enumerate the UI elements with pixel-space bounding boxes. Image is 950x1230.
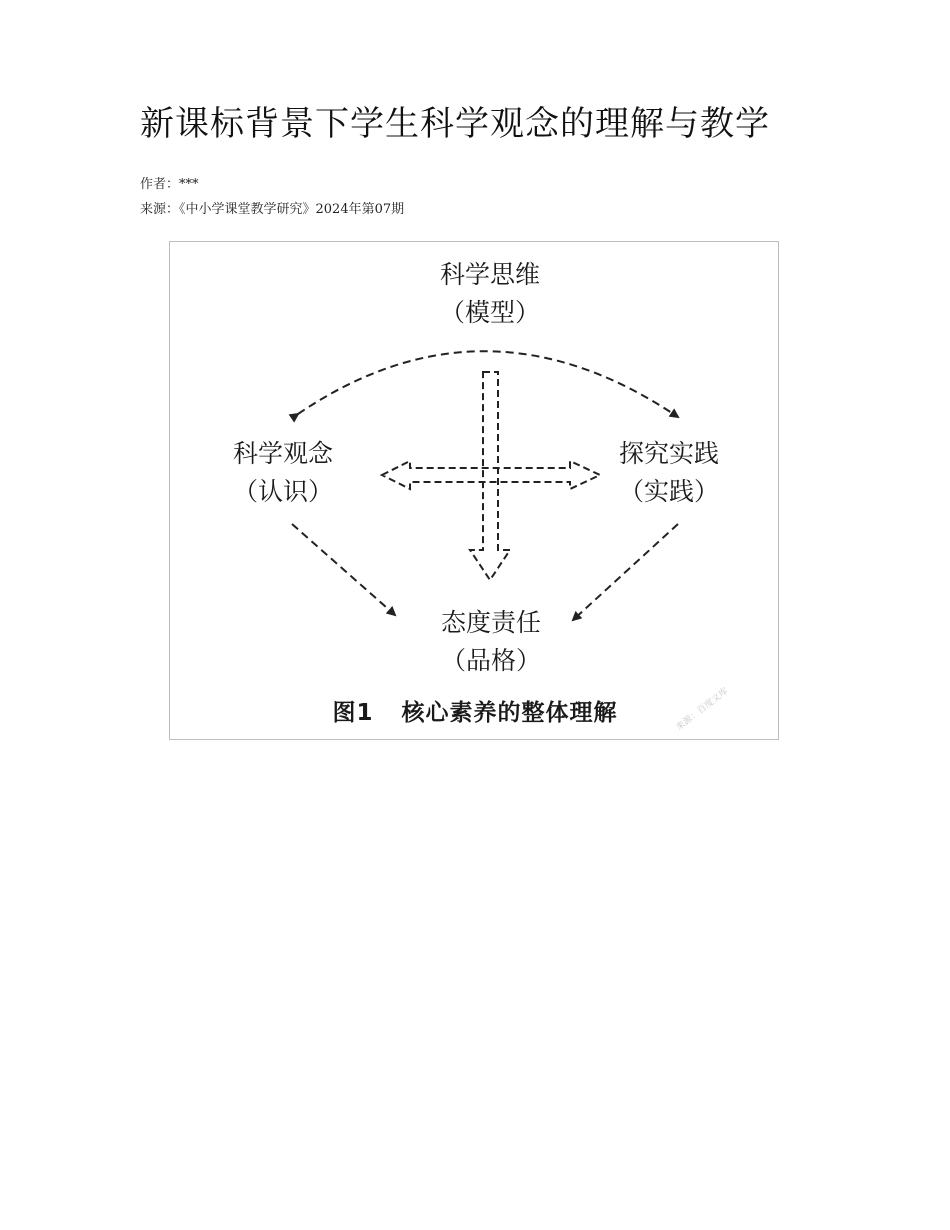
node-attitude-responsibility: 态度责任 （品格） (440, 608, 541, 675)
figure-core-competencies (169, 241, 779, 740)
horizontal-hollow-arrow (382, 461, 600, 489)
node-scientific-concept: 科学观念 （认识） (232, 439, 333, 506)
node-inquiry-practice: 探究实践 （实践） (618, 439, 719, 506)
vertical-hollow-arrow (470, 372, 510, 580)
source-line: 来源：《中小学课堂教学研究》2024年第07期 (140, 202, 405, 217)
node-scientific-thinking: 科学思维 （模型） (439, 260, 540, 327)
arc-arrow-top (298, 351, 678, 417)
author-line: 作者：*** (140, 177, 199, 192)
caption-label: 图1 (332, 700, 374, 726)
arrow-right-to-bottom (573, 524, 678, 620)
watermark: 来源：百度文库 (674, 686, 731, 734)
arrow-left-to-bottom (292, 524, 395, 615)
document-title: 新课标背景下学生科学观念的理解与教学 (140, 104, 770, 144)
caption-text: 核心素养的整体理解 (401, 700, 618, 726)
